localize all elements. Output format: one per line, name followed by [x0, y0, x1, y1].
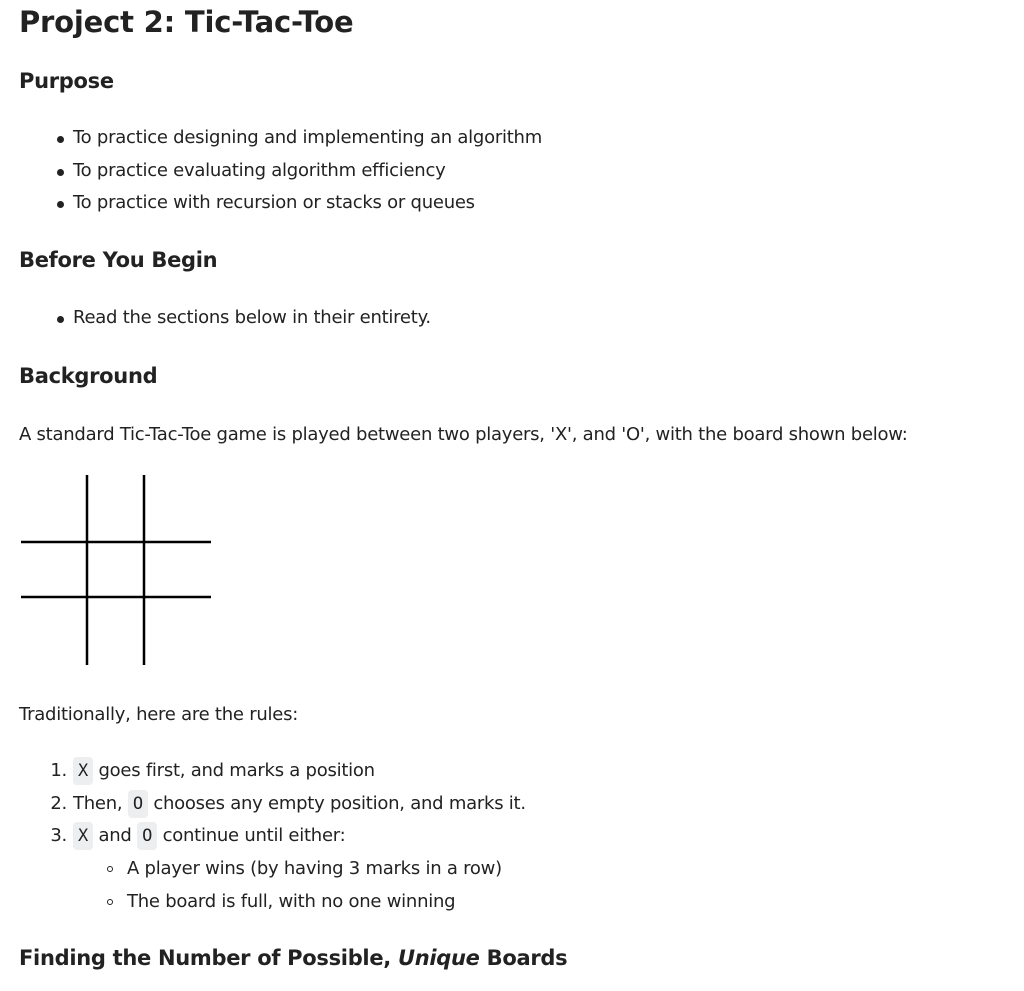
heading-purpose: Purpose — [19, 69, 114, 93]
heading-finding-unique-boards: Finding the Number of Possible, Unique Boards — [19, 946, 568, 970]
heading-before-you-begin: Before You Begin — [19, 248, 218, 272]
list-item: To practice designing and implementing an algorithm — [19, 122, 542, 155]
list-item: Read the sections below in their entirety. — [19, 302, 431, 335]
heading-background: Background — [19, 364, 158, 388]
code-x: X — [73, 822, 93, 850]
list-item: 3. X and O continue until either: — [19, 820, 919, 853]
code-x: X — [73, 757, 93, 785]
list-item: 2. Then, O chooses any empty position, and marks it. — [19, 788, 919, 821]
list-item: To practice with recursion or stacks or queues — [19, 187, 542, 220]
code-o: O — [128, 790, 148, 818]
page-title: Project 2: Tic-Tac-Toe — [19, 5, 354, 39]
before-list — [19, 302, 431, 335]
list-item: To practice evaluating algorithm efficiency — [19, 155, 542, 188]
background-intro: A standard Tic-Tac-Toe game is played between two players, 'X', and 'O', with the board shown below: — [19, 424, 908, 445]
list-item: 1. X goes first, and marks a position — [19, 755, 919, 788]
rules-sub-list — [19, 853, 919, 918]
rules-list — [19, 755, 919, 853]
code-o: O — [137, 822, 157, 850]
purpose-list — [19, 122, 542, 220]
list-item: The board is full, with no one winning — [19, 886, 919, 919]
list-item: A player wins (by having 3 marks in a row) — [19, 853, 919, 886]
tic-tac-toe-board-image — [19, 472, 214, 667]
rules-intro: Traditionally, here are the rules: — [19, 704, 299, 725]
